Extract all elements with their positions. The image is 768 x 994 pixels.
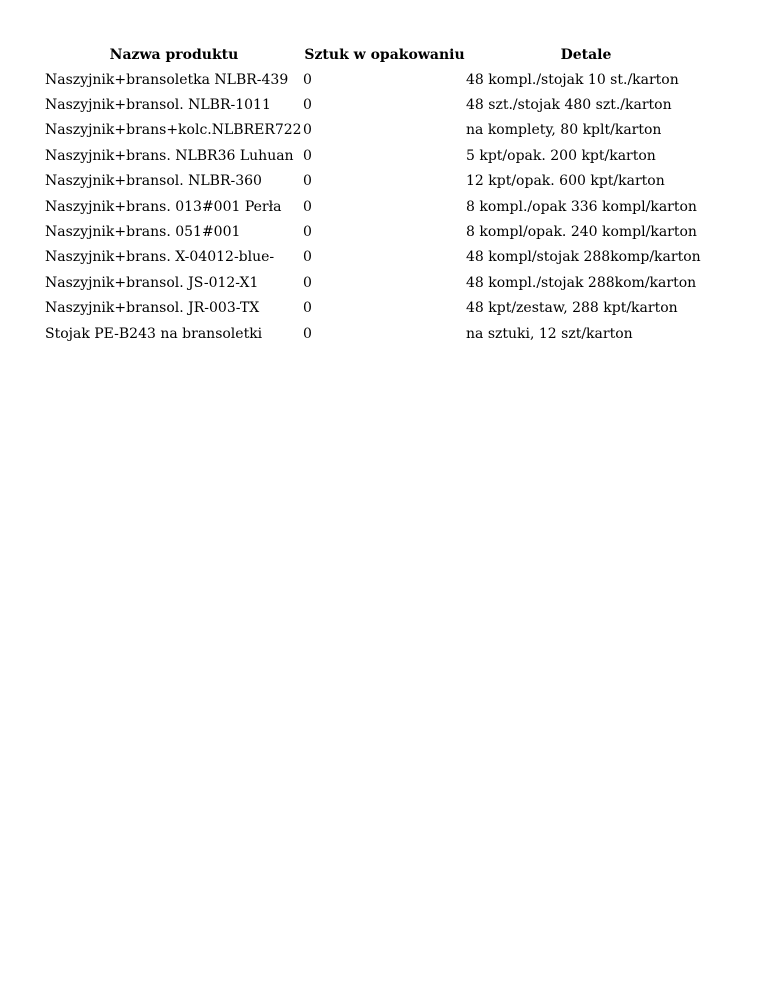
quantity-cell: 0 xyxy=(303,122,312,139)
details-cell: 48 kompl./stojak 10 st./karton xyxy=(466,71,679,88)
header-quantity: Sztuk w opakowaniu xyxy=(304,46,465,63)
product-name-cell: Naszyjnik+brans. NLBR36 Luhuan xyxy=(45,147,294,164)
quantity-cell: 0 xyxy=(303,300,312,317)
table-row xyxy=(45,67,706,92)
table-row xyxy=(45,143,706,168)
quantity-cell: 0 xyxy=(303,147,312,164)
details-cell: na komplety, 80 kplt/karton xyxy=(466,122,662,139)
product-name-cell: Naszyjnik+bransol. NLBR-1011 xyxy=(45,97,271,114)
details-cell: 48 kompl/stojak 288komp/karton xyxy=(466,249,701,266)
header-details: Detale xyxy=(560,46,612,63)
table-header-row xyxy=(45,42,706,67)
details-cell: 48 kompl./stojak 288kom/karton xyxy=(466,274,697,291)
products-table xyxy=(45,42,706,346)
product-name-cell: Naszyjnik+bransoletka NLBR-439 xyxy=(45,71,289,88)
quantity-cell: 0 xyxy=(303,173,312,190)
details-cell: 8 kompl/opak. 240 kompl/karton xyxy=(466,224,697,241)
quantity-cell: 0 xyxy=(303,325,312,342)
product-name-cell: Naszyjnik+bransol. JS-012-X1 xyxy=(45,274,259,291)
details-cell: 48 kpt/zestaw, 288 kpt/karton xyxy=(466,300,678,317)
quantity-cell: 0 xyxy=(303,198,312,215)
table-row xyxy=(45,169,706,194)
table-row xyxy=(45,270,706,295)
details-cell: 12 kpt/opak. 600 kpt/karton xyxy=(466,173,665,190)
product-name-cell: Naszyjnik+brans. 051#001 xyxy=(45,224,241,241)
table-row xyxy=(45,296,706,321)
quantity-cell: 0 xyxy=(303,249,312,266)
table-row xyxy=(45,118,706,143)
table-row xyxy=(45,321,706,346)
table-row xyxy=(45,194,706,219)
quantity-cell: 0 xyxy=(303,274,312,291)
quantity-cell: 0 xyxy=(303,71,312,88)
details-cell: 8 kompl./opak 336 kompl/karton xyxy=(466,198,697,215)
details-cell: 5 kpt/opak. 200 kpt/karton xyxy=(466,147,656,164)
quantity-cell: 0 xyxy=(303,97,312,114)
product-name-cell: Naszyjnik+bransol. JR-003-TX xyxy=(45,300,260,317)
product-name-cell: Naszyjnik+brans. 013#001 Perła xyxy=(45,198,282,215)
table-row xyxy=(45,219,706,244)
details-cell: 48 szt./stojak 480 szt./karton xyxy=(466,97,672,114)
product-name-cell: Naszyjnik+bransol. NLBR-360 xyxy=(45,173,262,190)
product-name-cell: Stojak PE-B243 na bransoletki xyxy=(45,325,263,342)
details-cell: na sztuki, 12 szt/karton xyxy=(466,325,633,342)
table-row xyxy=(45,245,706,270)
header-product-name: Nazwa produktu xyxy=(109,46,239,63)
product-name-cell: Naszyjnik+brans+kolc.NLBRER722 xyxy=(45,122,302,139)
table-row xyxy=(45,92,706,117)
product-name-cell: Naszyjnik+brans. X-04012-blue- xyxy=(45,249,275,266)
quantity-cell: 0 xyxy=(303,224,312,241)
